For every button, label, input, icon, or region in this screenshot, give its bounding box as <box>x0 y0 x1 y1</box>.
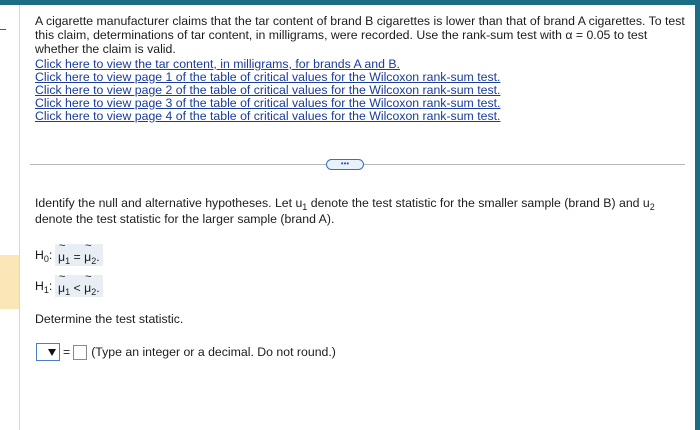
statistic-select-dropdown[interactable] <box>36 343 60 361</box>
critical-values-page-3-link[interactable]: Click here to view page 3 of the table of critical values for the Wilcoxon rank-sum test. <box>35 96 501 110</box>
mu-tilde-2: ~ $\mu_2$ <box>84 278 96 295</box>
instruction-text-3: denote the test statistic for the larger sample (brand A). <box>35 212 335 226</box>
null-hypothesis-answer[interactable]: ~ $\mu_1$ = ~ $\mu_2$. <box>55 244 103 266</box>
u2-subscript: 2 <box>649 202 655 212</box>
right-accent-bar <box>695 0 700 430</box>
h1-label: $H_1$: <box>35 279 53 295</box>
h1-operator: < <box>73 281 81 295</box>
instruction-text-2: denote the test statistic for the smaller sample (brand B) and u <box>307 196 650 210</box>
problem-statement <box>35 14 685 123</box>
critical-values-page-2-link[interactable]: Click here to view page 2 of the table of critical values for the Wilcoxon rank-sum test. <box>35 83 501 97</box>
mu-tilde-1: ~ $\mu_1$ <box>58 278 70 295</box>
mu-tilde-1: ~ $\mu_1$ <box>58 247 70 264</box>
problem-text: A cigarette manufacturer claims that the tar content of brand B cigarettes is lower than that of brand A cigarettes. To test this claim, determinations of tar content, in milligrams, were recorded. Use the rank-sum test with α = 0.05 to test whether the claim is valid. <box>35 14 685 56</box>
left-edge-dash <box>0 29 6 30</box>
h0-label: $H_0$: <box>35 248 53 264</box>
test-statistic-question: Determine the test statistic. <box>35 312 184 326</box>
answer-format-hint: (Type an integer or a decimal. Do not round.) <box>91 345 336 359</box>
mu-tilde-2: ~ $\mu_2$ <box>84 247 96 264</box>
resource-links <box>35 58 685 123</box>
left-frame-line <box>19 5 20 430</box>
alternative-hypothesis-answer[interactable]: ~ $\mu_1$ < ~ $\mu_2$. <box>55 275 103 297</box>
test-statistic-answer-row <box>36 343 336 361</box>
instruction-text-1: Identify the null and alternative hypotheses. Let u <box>35 196 303 210</box>
h0-operator: = <box>73 250 81 264</box>
left-highlight-strip <box>0 255 19 309</box>
tar-content-data-link[interactable]: Click here to view the tar content, in milligrams, for brands A and B. <box>35 57 400 71</box>
critical-values-page-4-link[interactable]: Click here to view page 4 of the table of critical values for the Wilcoxon rank-sum test. <box>35 109 501 123</box>
dropdown-arrow-icon <box>48 349 56 356</box>
u1-subscript: 1 <box>302 202 308 212</box>
top-accent-bar <box>0 0 700 5</box>
null-hypothesis <box>35 244 103 266</box>
test-statistic-input[interactable] <box>73 345 87 360</box>
equals-sign: = <box>63 345 71 359</box>
alternative-hypothesis <box>35 275 103 297</box>
critical-values-page-1-link[interactable]: Click here to view page 1 of the table of critical values for the Wilcoxon rank-sum test. <box>35 70 501 84</box>
expand-more-button[interactable]: ••• <box>326 159 364 170</box>
hypotheses-instruction <box>35 195 680 227</box>
